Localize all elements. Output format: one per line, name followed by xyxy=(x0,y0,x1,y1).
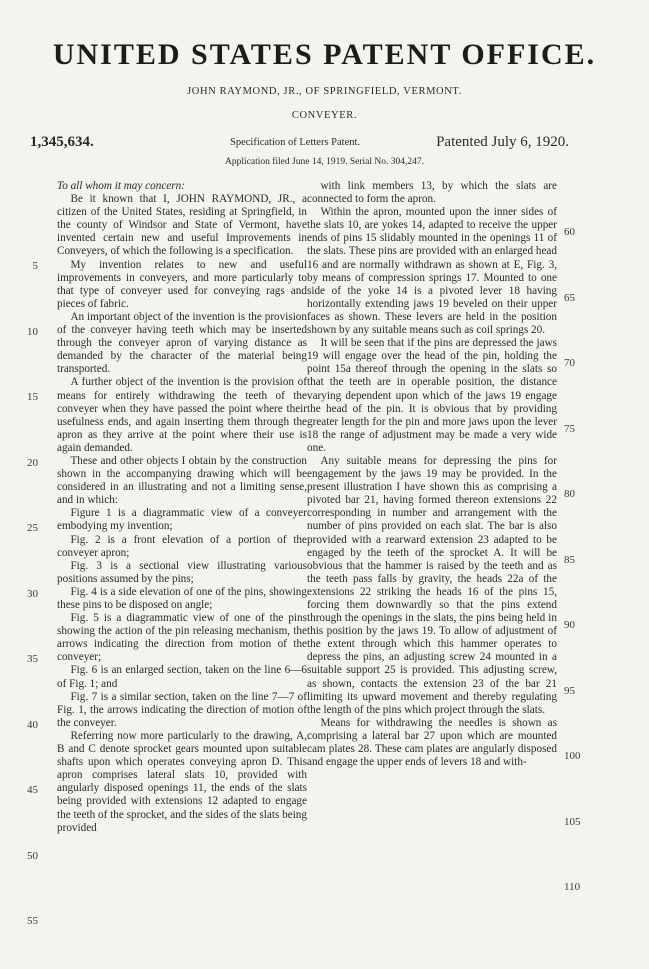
line-number: 40 xyxy=(27,718,38,731)
paragraph: Within the apron, mounted upon the inner sides of the slats 10, are yokes 14, adapted to receive the upper ends of pins 15 slidably mounted in the openings 11 of the slats. These pins are provided with an enlarged head 16 and are normally withdrawn as shown at E, Fig. 3, by means of compression springs 17. Mounted to one side of the yoke 14 is a pivoted lever 18 having horizontally extending jaws 19 beveled on their upper faces as shown. These levers are held in the position shown by any suitable means such as coil springs 20. xyxy=(307,206,557,337)
right-column xyxy=(307,180,557,769)
paragraph: Fig. 5 is a diagrammatic view of one of the pins showing the action of the pin releasing mechanism, the arrows indicating the direction from motion of the conveyer; xyxy=(57,612,307,664)
line-number: 15 xyxy=(27,391,38,403)
paragraph: Fig. 7 is a similar section, taken on the line 7—7 of Fig. 1, the arrows indicating the direction of motion of the conveyer. xyxy=(57,690,307,729)
line-number: 45 xyxy=(27,784,38,796)
subject-title: CONVEYER. xyxy=(291,110,358,121)
paragraph: Referring now more particularly to the drawing, A, B and C denote sprocket gears mounted upon suitable shafts upon which operates conveying apron D. This apron comprises lateral slats 10, provided with angularly disposed openings 11, the ends of the slats being provided with extensions 12 adapted to engage the teeth of the sprocket, and the sides of the slats being provided xyxy=(57,729,307,834)
line-number: 70 xyxy=(564,357,575,369)
line-number: 80 xyxy=(564,488,575,500)
line-number: 55 xyxy=(27,915,38,927)
paragraph: Figure 1 is a diagrammatic view of a conveyer embodying my invention; xyxy=(57,507,307,533)
line-number: 60 xyxy=(564,226,575,238)
paragraph: A further object of the invention is the provision of means for entirely withdrawing the teeth of the conveyer when they have passed the point where their usefulness ends, and again inserting them through the apron as they arrive at the point where their use is again demanded. xyxy=(57,376,307,454)
paragraph: Fig. 3 is a sectional view illustrating various positions assumed by the pins; xyxy=(57,559,307,585)
salutation: To all whom it may concern: xyxy=(57,180,185,192)
paragraph: Fig. 6 is an enlarged section, taken on the line 6—6 of Fig. 1; and xyxy=(57,664,307,690)
office-title: UNITED STATES PATENT OFFICE. xyxy=(52,38,597,71)
paragraph: Fig. 4 is a side elevation of one of the pins, showing these pins to be disposed on angle; xyxy=(57,585,307,611)
line-number: 10 xyxy=(27,325,38,338)
line-number: 5 xyxy=(32,260,38,272)
line-number: 25 xyxy=(27,522,38,534)
line-number: 35 xyxy=(27,653,38,665)
paragraph: My invention relates to new and useful improvements in conveyers, and more particularly to that type of conveyer used for conveying rags and pieces of fabric. xyxy=(57,258,307,310)
left-column xyxy=(57,180,307,835)
paragraph: Any suitable means for depressing the pins for engagement by the jaws 19 may be provided. In the present illustration I have shown this as comprising a pivoted bar 21, having formed thereon extensions 22 corresponding in number and arrangement with the number of pins provided on each slat. The bar is also provided with a rearward extension 23 adapted to be engaged by the teeth of the sprocket A. It will be obvious that the hammer is raised by the teeth and as the teeth pass falls by gravity, the heads 22a of the extensions 22 striking the heads 16 of the pins 15, forcing them downwardly so that the pins extend through the openings in the slats, the pins being held in this position by the jaws 19. To allow of adjustment of the extent through which this hammer operates to depress the pins, an adjusting screw 24 mounted in a suitable support 25 is provided. This adjusting screw, as shown, contacts the extension 23 of the bar 21 limiting its upward movement and thereby regulating the length of the pins which project through the slats. xyxy=(307,454,557,716)
paragraph: Be it known that I, JOHN RAYMOND, JR., a citizen of the United States, residing at Springfield, in the county of Windsor and State of Vermont, have invented certain new and useful Improvements in Conveyers, of which the following is a specification. xyxy=(57,193,307,258)
inventor-line: JOHN RAYMOND, JR., OF SPRINGFIELD, VERMONT. xyxy=(187,86,462,97)
line-number: 110 xyxy=(564,881,581,893)
application-line: Application filed June 14, 1919. Serial No. 304,247. xyxy=(225,157,424,167)
paragraph: Fig. 2 is a front elevation of a portion of the conveyer apron; xyxy=(57,533,307,559)
line-number: 20 xyxy=(27,456,38,469)
line-number: 65 xyxy=(564,291,575,304)
paragraph: with link members 13, by which the slats are connected to form the apron. xyxy=(307,180,557,206)
line-number: 105 xyxy=(564,815,581,828)
line-number: 90 xyxy=(564,619,575,631)
line-number: 30 xyxy=(27,587,38,600)
paragraph: It will be seen that if the pins are depressed the jaws 19 will engage over the head of the pin, holding the point 15a thereof through the opening in the slats so that the teeth are in operable position, the distance varying dependent upon which of the jaws 19 engage the head of the pin. It is obvious that by providing greater length for the pin and more jaws upon the lever 18 the range of adjustment may be made a very wide one. xyxy=(307,337,557,454)
line-number: 50 xyxy=(27,849,38,862)
line-number: 75 xyxy=(564,422,575,435)
patent-number: 1,345,634. xyxy=(30,134,94,150)
paragraph: An important object of the invention is the provision of the conveyer having teeth which may be inserted through the conveyer apron of varying distance as demanded by the character of the material being transported. xyxy=(57,310,307,376)
paragraph: These and other objects I obtain by the construction shown in the accompanying drawing which will be considered in an illustrating and not a limiting sense, and in which: xyxy=(57,454,307,507)
paragraph: Means for withdrawing the needles is shown as comprising a lateral bar 27 upon which are mounted cam plates 28. These cam plates are angularly disposed and engage the upper ends of levers 18 and with- xyxy=(307,716,557,769)
specification-label: Specification of Letters Patent. xyxy=(230,137,361,148)
line-number: 85 xyxy=(564,553,575,566)
patented-date: Patented July 6, 1920. xyxy=(436,134,569,150)
line-number: 95 xyxy=(564,684,575,697)
line-number: 100 xyxy=(564,750,581,762)
